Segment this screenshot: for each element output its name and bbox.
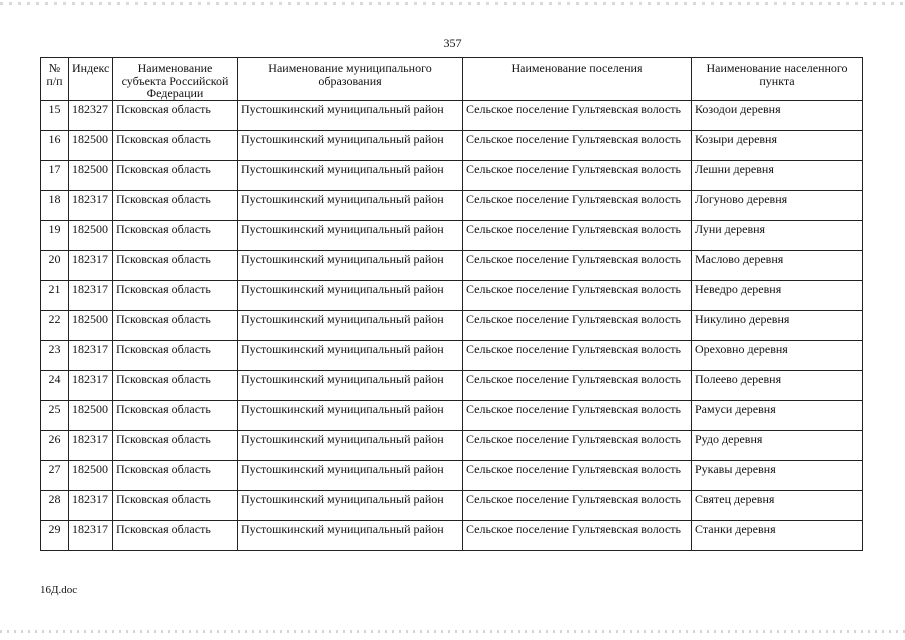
scan-edge-bottom (0, 630, 905, 633)
cell-municipality: Пустошкинский муниципальный район (238, 430, 463, 460)
header-row-number: № п/п (41, 58, 69, 101)
header-index: Индекс (69, 58, 113, 101)
table-row (41, 340, 863, 370)
cell-municipality: Пустошкинский муниципальный район (238, 160, 463, 190)
cell-locality: Козодои деревня (692, 100, 863, 130)
cell-locality: Рудо деревня (692, 430, 863, 460)
scan-edge-top (0, 2, 905, 5)
cell-settlement: Сельское поселение Гультяевская волость (463, 460, 692, 490)
cell-locality: Полеево деревня (692, 370, 863, 400)
table-header-row (41, 58, 863, 101)
cell-locality: Неведро деревня (692, 280, 863, 310)
cell-federal-subject: Псковская область (113, 160, 238, 190)
cell-locality: Станки деревня (692, 520, 863, 550)
cell-municipality: Пустошкинский муниципальный район (238, 340, 463, 370)
cell-row-number: 27 (41, 460, 69, 490)
cell-index: 182317 (69, 430, 113, 460)
table-row (41, 400, 863, 430)
cell-federal-subject: Псковская область (113, 310, 238, 340)
cell-index: 182317 (69, 280, 113, 310)
cell-index: 182500 (69, 130, 113, 160)
cell-settlement: Сельское поселение Гультяевская волость (463, 400, 692, 430)
cell-federal-subject: Псковская область (113, 100, 238, 130)
table-row (41, 460, 863, 490)
cell-settlement: Сельское поселение Гультяевская волость (463, 370, 692, 400)
cell-locality: Рукавы деревня (692, 460, 863, 490)
cell-federal-subject: Псковская область (113, 490, 238, 520)
header-locality: Наименование населенного пункта (692, 58, 863, 101)
cell-row-number: 20 (41, 250, 69, 280)
cell-settlement: Сельское поселение Гультяевская волость (463, 490, 692, 520)
cell-settlement: Сельское поселение Гультяевская волость (463, 160, 692, 190)
cell-federal-subject: Псковская область (113, 520, 238, 550)
cell-index: 182500 (69, 160, 113, 190)
cell-municipality: Пустошкинский муниципальный район (238, 100, 463, 130)
cell-federal-subject: Псковская область (113, 250, 238, 280)
table-row (41, 370, 863, 400)
cell-federal-subject: Псковская область (113, 340, 238, 370)
cell-index: 182500 (69, 310, 113, 340)
cell-federal-subject: Псковская область (113, 430, 238, 460)
cell-index: 182317 (69, 490, 113, 520)
header-federal-subject: Наименование субъекта Российской Федерации (113, 58, 238, 101)
header-settlement: Наименование поселения (463, 58, 692, 101)
table-body (41, 100, 863, 550)
cell-settlement: Сельское поселение Гультяевская волость (463, 190, 692, 220)
cell-municipality: Пустошкинский муниципальный район (238, 250, 463, 280)
cell-federal-subject: Псковская область (113, 400, 238, 430)
cell-locality: Святец деревня (692, 490, 863, 520)
cell-index: 182327 (69, 100, 113, 130)
cell-row-number: 15 (41, 100, 69, 130)
cell-municipality: Пустошкинский муниципальный район (238, 520, 463, 550)
cell-settlement: Сельское поселение Гультяевская волость (463, 100, 692, 130)
table-row (41, 520, 863, 550)
cell-municipality: Пустошкинский муниципальный район (238, 310, 463, 340)
cell-locality: Козыри деревня (692, 130, 863, 160)
cell-row-number: 29 (41, 520, 69, 550)
cell-index: 182500 (69, 220, 113, 250)
cell-row-number: 24 (41, 370, 69, 400)
cell-index: 182317 (69, 520, 113, 550)
cell-row-number: 22 (41, 310, 69, 340)
page-number: 357 (443, 36, 462, 50)
cell-row-number: 19 (41, 220, 69, 250)
cell-row-number: 26 (41, 430, 69, 460)
cell-index: 182317 (69, 250, 113, 280)
cell-federal-subject: Псковская область (113, 190, 238, 220)
cell-locality: Логуново деревня (692, 190, 863, 220)
cell-index: 182317 (69, 370, 113, 400)
cell-federal-subject: Псковская область (113, 280, 238, 310)
cell-federal-subject: Псковская область (113, 460, 238, 490)
cell-locality: Никулино деревня (692, 310, 863, 340)
cell-settlement: Сельское поселение Гультяевская волость (463, 520, 692, 550)
cell-locality: Лешни деревня (692, 160, 863, 190)
cell-settlement: Сельское поселение Гультяевская волость (463, 430, 692, 460)
cell-federal-subject: Псковская область (113, 130, 238, 160)
cell-municipality: Пустошкинский муниципальный район (238, 280, 463, 310)
cell-index: 182500 (69, 400, 113, 430)
table-row (41, 190, 863, 220)
cell-municipality: Пустошкинский муниципальный район (238, 190, 463, 220)
cell-settlement: Сельское поселение Гультяевская волость (463, 130, 692, 160)
table-row (41, 250, 863, 280)
cell-settlement: Сельское поселение Гультяевская волость (463, 250, 692, 280)
cell-row-number: 18 (41, 190, 69, 220)
header-municipality: Наименование муниципального образования (238, 58, 463, 101)
cell-row-number: 16 (41, 130, 69, 160)
cell-settlement: Сельское поселение Гультяевская волость (463, 280, 692, 310)
table-row (41, 130, 863, 160)
cell-locality: Маслово деревня (692, 250, 863, 280)
cell-municipality: Пустошкинский муниципальный район (238, 370, 463, 400)
footer-filename: 16Д.doc (40, 584, 78, 596)
cell-row-number: 25 (41, 400, 69, 430)
cell-municipality: Пустошкинский муниципальный район (238, 460, 463, 490)
cell-locality: Ореховно деревня (692, 340, 863, 370)
cell-municipality: Пустошкинский муниципальный район (238, 220, 463, 250)
cell-municipality: Пустошкинский муниципальный район (238, 130, 463, 160)
cell-row-number: 17 (41, 160, 69, 190)
cell-index: 182317 (69, 190, 113, 220)
table-row (41, 310, 863, 340)
cell-settlement: Сельское поселение Гультяевская волость (463, 310, 692, 340)
cell-index: 182500 (69, 460, 113, 490)
cell-index: 182317 (69, 340, 113, 370)
cell-settlement: Сельское поселение Гультяевская волость (463, 220, 692, 250)
cell-row-number: 21 (41, 280, 69, 310)
cell-settlement: Сельское поселение Гультяевская волость (463, 340, 692, 370)
table-row (41, 490, 863, 520)
table-row (41, 160, 863, 190)
cell-locality: Луни деревня (692, 220, 863, 250)
cell-row-number: 23 (41, 340, 69, 370)
table-row (41, 280, 863, 310)
cell-municipality: Пустошкинский муниципальный район (238, 400, 463, 430)
table-row (41, 430, 863, 460)
cell-federal-subject: Псковская область (113, 370, 238, 400)
cell-row-number: 28 (41, 490, 69, 520)
cell-federal-subject: Псковская область (113, 220, 238, 250)
cell-municipality: Пустошкинский муниципальный район (238, 490, 463, 520)
settlements-table (40, 57, 863, 551)
table-row (41, 220, 863, 250)
table-row (41, 100, 863, 130)
cell-locality: Рамуси деревня (692, 400, 863, 430)
